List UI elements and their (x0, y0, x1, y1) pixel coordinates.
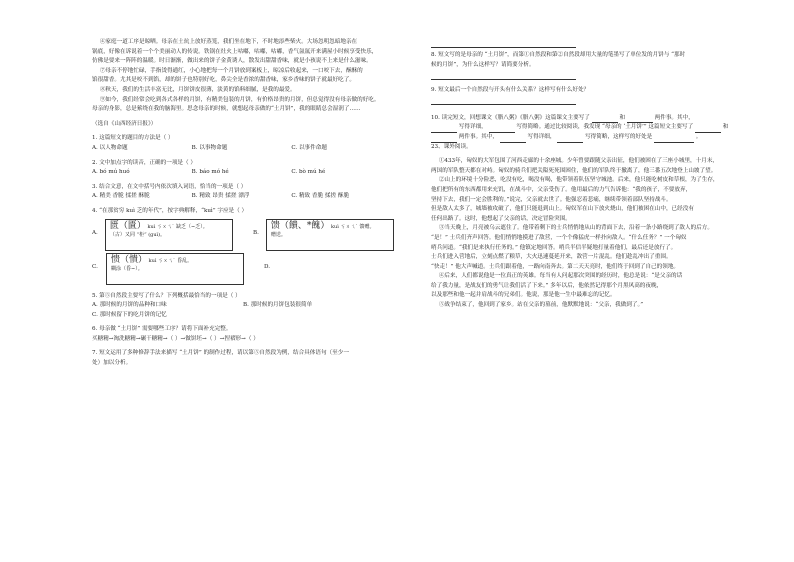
passage-line: “快走！” 他大声喊道。士兵们跟着他，一路向南奔去。第二天天亮时，他们终于回到了自己的领地。 (431, 263, 680, 270)
q10-blank[interactable] (627, 115, 653, 123)
q3-text: 3. 结合文意，在文中括号内依次填入词语，恰当的一项是（ ） (92, 183, 247, 190)
q10-blank[interactable] (431, 135, 457, 143)
q1-option-a[interactable]: A. 以人物命题 (92, 144, 128, 151)
q10-text-4: 写得详细， (458, 124, 487, 131)
q4-label-a[interactable]: A. (92, 229, 98, 236)
q4-def-a1: kuì ㄎㄨㄟˋ 缺乏（~乏）。 (147, 223, 208, 230)
q10-text-3: 两件事。其中， (654, 114, 694, 121)
q10-line1 (431, 114, 733, 124)
passage-top (92, 38, 394, 115)
q4-row-ab (92, 219, 394, 251)
passage-right (431, 157, 733, 311)
q5-option-c[interactable]: C. 那时候留下的吃月饼的记忆 (92, 311, 167, 318)
passage-line: ⑦母亲不停地忙碌，手指烫得通红，小心地把每一个月饼放到案板上，晾凉后收起来，一口咬下去，酥酥的 (99, 67, 363, 74)
q2-option-b[interactable]: B. báo mó hé (191, 169, 229, 176)
passage-line: 两国的军队整天都在对峙。匈奴的骑兵们把关隘死死围困住，他们的军队终于撤离了，他三番五次地登上山坡了望。 (431, 167, 717, 174)
q10-blank[interactable] (557, 135, 583, 143)
q10-line2 (431, 123, 733, 133)
passage-line: ⑧秋天，我们的生活丰富无比，月饼饼皮很薄，淡黄的馅料细腻，是我的最爱。 (99, 86, 296, 93)
q4-dict-c[interactable] (106, 253, 244, 285)
q23-heading: 23、课外阅读。 (431, 143, 472, 150)
q4-char-a: 匮（匱） (109, 220, 146, 231)
q10-text-10: 。 (695, 133, 702, 140)
answer-line[interactable] (431, 38, 733, 47)
q4-dict-b[interactable] (266, 219, 394, 251)
q3-option-c[interactable]: C. 精致 香脆 揉搓 酥脆 (291, 193, 350, 200)
q5-text: 5. 第⑤自然段主要写了什么？下列概括最恰当的一项是（ ） (92, 292, 241, 299)
passage-line: ⑨如今，我们经常会吃到各式各样的月饼，有精美包装的月饼，有价格昂贵的月饼，但总觉得没有母亲做的好吃。 (99, 96, 380, 103)
q4-label-b[interactable]: B. (253, 229, 259, 236)
q4-def-b1: kuì ㄎㄨㄟˋ 馈赠。 (331, 223, 375, 230)
q8-line2: 候的月饼”，为什么这样写？请简要分析。 (431, 61, 535, 68)
q10-text-7: 两件事。其中， (458, 133, 498, 140)
q3-option-a[interactable]: A. 精美 香脆 揉搓 酥脆 (92, 193, 150, 200)
q10-text-6: 和 (722, 124, 729, 131)
q3-options (92, 192, 394, 202)
passage-line: 母亲的身影，总是萦绕在我的脑海里。思念母亲的时候，就想起母亲做的“土月饼”，我的眼睛总会湿润了…… (92, 106, 361, 113)
passage-line: 给了我力量，是战友们的勇气让我们活了下来。” 多年以后，他依然记得那个月黑风高的夜晚， (431, 282, 663, 289)
passage-line: 以及那些和他一起并肩战斗的兄弟们。他说，那是他一生中最难忘的记忆。 (431, 292, 616, 299)
passage-line: “是！” 士兵们齐声回答。他们悄悄地摸进了敌营，一个个像猛虎一样扑向敌人。“什么任务？” 一个匈奴 (431, 234, 687, 241)
q5-option-a[interactable]: A. 那时候的月饼的品种和口味 (92, 302, 167, 309)
passage-line: ⑤战争结束了，他回到了家乡。站在父亲的墓前，他默默地说：“父亲，我做到了。” (438, 302, 644, 309)
q10-blank[interactable] (654, 135, 694, 143)
q4-label-c[interactable]: C. (92, 263, 98, 270)
q8-line1: 8. 短文写的是母亲的 “土月饼”，而第①自然段和第②自然段却用大量的笔墨写了单位发的月饼与 “那时 (431, 52, 686, 58)
passage-line: ①433年，匈奴的大军包围了河西走廊的十余座城。少年曾要跟随父亲出征，他们被困在了三座小城里，十月末， (438, 158, 719, 165)
q10-line3 (431, 133, 733, 143)
q2-option-a[interactable]: A. bó mú huó (92, 169, 130, 176)
passage-line: 馅很甜香。尤其是咬不到馅，却的饼子也特别好吃，鼻尖全是香浓的甜香味，家乡香味的饼子就最好吃了。 (92, 77, 355, 84)
passage-line: 他们把所有的东西都用来充饥，在战斗中，父亲受伤了。他用最后的力气告诉他：“我的孩子，不要放弃， (431, 186, 692, 193)
q10-text-2: 和 (619, 114, 626, 121)
q10-text-1: 10. 读完短文，回想课文《腊八粥》《腊八粥》这篇课文主要写了 (431, 114, 590, 121)
q4-def-b2: 赠送。 (270, 231, 286, 238)
left-column (92, 38, 394, 369)
q1-option-b[interactable]: B. 以事物命题 (191, 144, 228, 151)
q5-option-b[interactable]: B. 那时候的月饼包装很简单 (243, 302, 313, 309)
q4-def-a2: （古）又同 “柜” (guì)。 (109, 231, 166, 238)
q4-char-b: 馈（饋、*餽） (270, 220, 330, 231)
q2-options (92, 168, 394, 178)
q1-text: 1. 这篇短文的题目的方法是（ ） (92, 135, 174, 142)
q4-label-d[interactable]: D. (264, 263, 271, 270)
q10-text-5: 写得简略。通过比较阅读，我发现 “母亲的 ‘土月饼’” 这篇短文主要写了 (516, 124, 694, 131)
passage-line: ②山上的环境十分险恶，吃没有吃，喝没有喝，他带领着队伍坚守城池。后来，他只能吃树皮和草根，为了生存， (438, 177, 719, 184)
passage-line: ④后来，人们都说他是一位真正的英雄。每当有人问起那次突围的经历时，他总是说：“是父亲的话 (438, 273, 683, 280)
passage-line: 哨兵问道。“我们是来执行任务的。” 他镇定地回答。哨兵半信半疑地打量着他们，最后还是放行了。 (431, 244, 677, 251)
q1-option-c[interactable]: C. 以事件命题 (291, 144, 327, 151)
q10-blank[interactable] (489, 125, 515, 133)
q7-line1: 7. 短文运用了多种修辞手法来描写 “土月饼” 的制作过程，请以第⑤自然段为例，结合具体语句（至少一 (92, 350, 349, 357)
passage-line: 坚持下去，我们一定会胜利的。”说完，父亲就去世了。他强忍着悲痛，继续带领着部队坚持战斗。 (431, 196, 672, 203)
passage-line: 锅底，好像在诉说着一个个美丽动人的传说。铁锅在灶火上咕嘟，咕嘟，咕嘟，香气氤氲开来满屋小时候享受快乐， (92, 48, 378, 55)
q10-blank[interactable] (500, 135, 526, 143)
q10-blank[interactable] (431, 125, 457, 133)
source-note: （选自《山西经济日报》） (92, 120, 157, 127)
q5-options-row1 (92, 301, 394, 311)
q6-text: 6. 母亲做 “土月饼” 需要哪些工序？请将下面补充完整。 (92, 326, 232, 333)
q4-row-cd (92, 253, 394, 285)
q4-def-c1: kuì ㄎㄨㄟˋ 昏乱。 (148, 257, 193, 264)
answer-line[interactable] (431, 96, 733, 108)
q9-line1: 9. 短文最后一个自然段与开头有什么关系？这样写有什么好处？ (431, 87, 590, 94)
q4-def-c2: 糊涂（昏~）。 (111, 265, 143, 272)
q7-line2: 处）加以分析。 (92, 360, 132, 367)
q4-text: 4. “在那贫穷 kuì 乏的年代”，按字典解释，“kuì” 字应是（ ） (92, 207, 248, 214)
passage-line: 士兵们进入营地后，立刻点燃了粮草，大火迅速蔓延开来，敌营一片混乱。他们趁乱冲出了重围。 (431, 254, 672, 261)
q4-dict-a[interactable] (105, 219, 233, 251)
passage-line: 仿佛是要来一阵阵的温暖。时日渐渐，做出来的饼子金黄诱人，散发出甜甜香味，就是小孩说不上来是什么滋味。 (92, 58, 372, 65)
answer-line[interactable] (431, 70, 733, 82)
q10-blank[interactable] (695, 125, 721, 133)
q1-options (92, 144, 394, 154)
passage-line: 但是敌人太多了，城墙被攻破了，他们只能退到山上。匈奴军在山下放火烧山，他们被困在山中，已经没有 (431, 206, 694, 213)
q2-option-c[interactable]: C. bò mú hé (291, 169, 326, 176)
right-column (431, 38, 733, 311)
q4-char-c: 愦（憒） (111, 254, 148, 265)
q10-text-8: 写得详细， (527, 133, 556, 140)
q6-chain: 买糖精→淘洗糖精→碾干糖精→（ ）→做饼坯→（ ）→捏褶形→（ ） (92, 335, 259, 342)
q10-blank[interactable] (592, 115, 618, 123)
passage-line: 任何出路了。这时，他想起了父亲的话，决定冒险突围。 (431, 215, 571, 222)
q2-text: 2. 文中加点字的读音，正确的一项是（ ） (92, 159, 196, 166)
passage-line: ③当天晚上，月亮被乌云遮住了。他带着剩下的士兵悄悄地从山的背面下去，沿着一条小路绕到了敌人的后方。 (438, 225, 713, 232)
passage-line: ④家庭一道工序是晾晒。母亲在土炕上放好蒸笼，我们坐在地下，不时地添些柴火。大场忽明忽暗地亲在 (99, 39, 358, 45)
q10-text-9: 写得简略，这样写的好处是 (585, 133, 653, 140)
q3-option-b[interactable]: B. 精致 昂贵 揉搓 漂浮 (191, 193, 250, 200)
